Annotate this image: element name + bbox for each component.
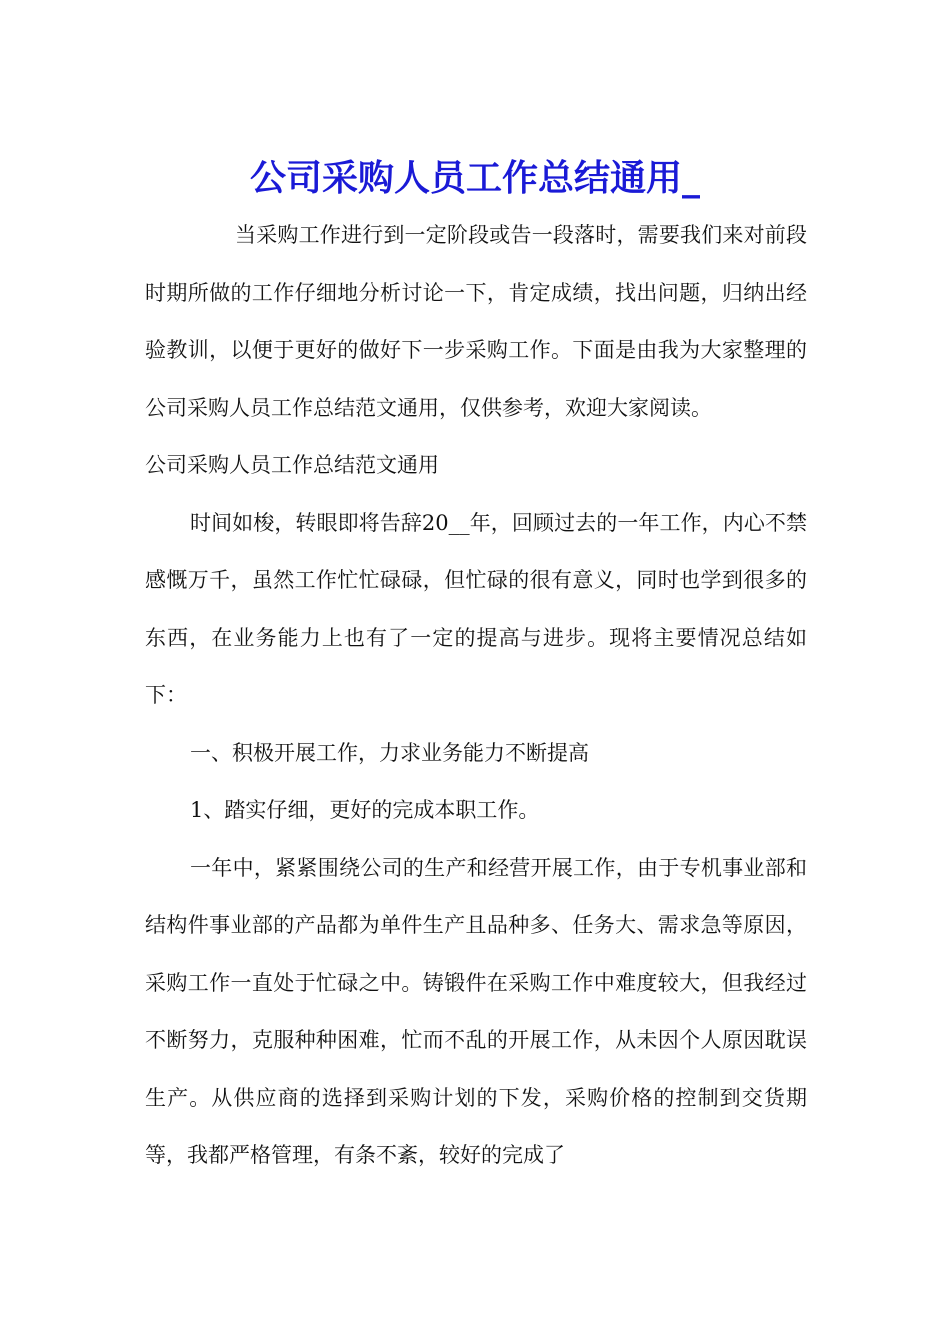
document-title: 公司采购人员工作总结通用_ — [249, 157, 700, 200]
body-paragraph: 时间如梭，转眼即将告辞20__年，回顾过去的一年工作，内心不禁感慨万千，虽然工作忙忙碌碌，但忙碌的很有意义，同时也学到很多的东西，在业务能力上也有了一定的提高与进步。现将主要情况总结如下： — [145, 510, 807, 707]
body-paragraph: 一年中，紧紧围绕公司的生产和经营开展工作，由于专机事业部和结构件事业部的产品都为单件生产且品种多、任务大、需求急等原因，采购工作一直处于忙碌之中。铸锻件在采购工作中难度较大，但我经过不断努力，克服种种困难，忙而不乱的开展工作，从未因个人原因耽误生产。从供应商的选择到采购计划的下发，采购价格的控制到交货期等，我都严格管理，有条不紊，较好的完成了 — [145, 855, 807, 1167]
subheading-level-1: 一、积极开展工作，力求业务能力不断提高 — [190, 740, 589, 765]
subheading-level-2: 1、踏实仔细，更好的完成本职工作。 — [190, 798, 540, 822]
document-body — [145, 207, 807, 1185]
section-heading: 公司采购人员工作总结范文通用 — [145, 453, 439, 477]
intro-paragraph: 当采购工作进行到一定阶段或告一段落时，需要我们来对前段时期所做的工作仔细地分析讨论一下，肯定成绩，找出问题，归纳出经验教训，以便于更好的做好下一步采购工作。下面是由我为大家整理的公司采购人员工作总结范文通用，仅供参考，欢迎大家阅读。 — [145, 223, 807, 420]
